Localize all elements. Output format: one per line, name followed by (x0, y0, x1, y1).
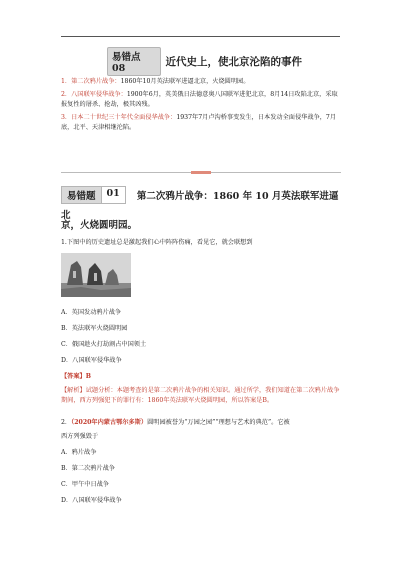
question-badge: 易错题 01 (61, 186, 126, 204)
q1-option-a: A．英国发动鸦片战争 (61, 309, 122, 316)
key-points (61, 77, 341, 136)
q2-stem: 2．（2020年内蒙古鄂尔多斯）圆明园被誉为“万园之园”“理想与艺术的典范”。它被 (61, 419, 290, 426)
q1-stem: 1.下图中的历史遗址总是激起我们心中阵阵伤痛，看见它，就会联想到 (61, 239, 253, 246)
q1-answer: 【答案】B (61, 373, 91, 380)
ruins-photo (61, 253, 131, 297)
q1-option-d: D．八国联军侵华战争 (61, 357, 122, 364)
q1-analysis: 【解析】试题分析：本题考查的是第二次鸦片战争的相关知识。通过所学，我们知道在第二次鸦片战争期间，西方列强犯下的罪行有：1860年英法联军火烧圆明园，所以答案是B。 (61, 387, 340, 404)
q2-option-d: D．八国联军侵华战争 (61, 497, 122, 504)
point-1: 1．第二次鸦片战争：1860年10月英法联军进逼北京，火烧圆明园。 (61, 78, 250, 85)
question-header (61, 184, 346, 231)
point-3: 3．日本二十世纪三十年代全面侵华战争：1937年7月卢沟桥事变发生，日本发动全面侵华战争，7月底，北平、天津相继沦陷。 (61, 114, 337, 131)
section-title: 近代史上，使北京沦陷的事件 (165, 55, 302, 68)
section-divider (61, 172, 341, 173)
point-2: 2．八国联军侵华战争：1900年6月，英美俄日法德意奥八国联军进犯北京，8月14日攻陷北京，采取报复性的屠杀、抢劫，极其凶残。 (61, 91, 338, 108)
question-title-line2: 京，火烧圆明园。 (61, 220, 138, 231)
q2-stem-cont: 西方列强毁于 (61, 433, 99, 440)
question-title-line1: 第二次鸦片战争：1860 年 10 月英法联军进逼北 (61, 190, 339, 221)
q1-option-b: B．英法联军火烧圆明园 (61, 325, 128, 332)
section-header (107, 50, 302, 72)
q2-option-b: B．第二次鸦片战争 (61, 465, 116, 472)
q1-option-c: C．俄国趁火打劫割占中国领土 (61, 341, 147, 348)
q2-option-a: A．鸦片战争 (61, 449, 97, 456)
section-tag: 易错点 08 (107, 47, 161, 76)
q2-option-c: C．甲午中日战争 (61, 481, 110, 488)
top-rule (61, 36, 340, 37)
